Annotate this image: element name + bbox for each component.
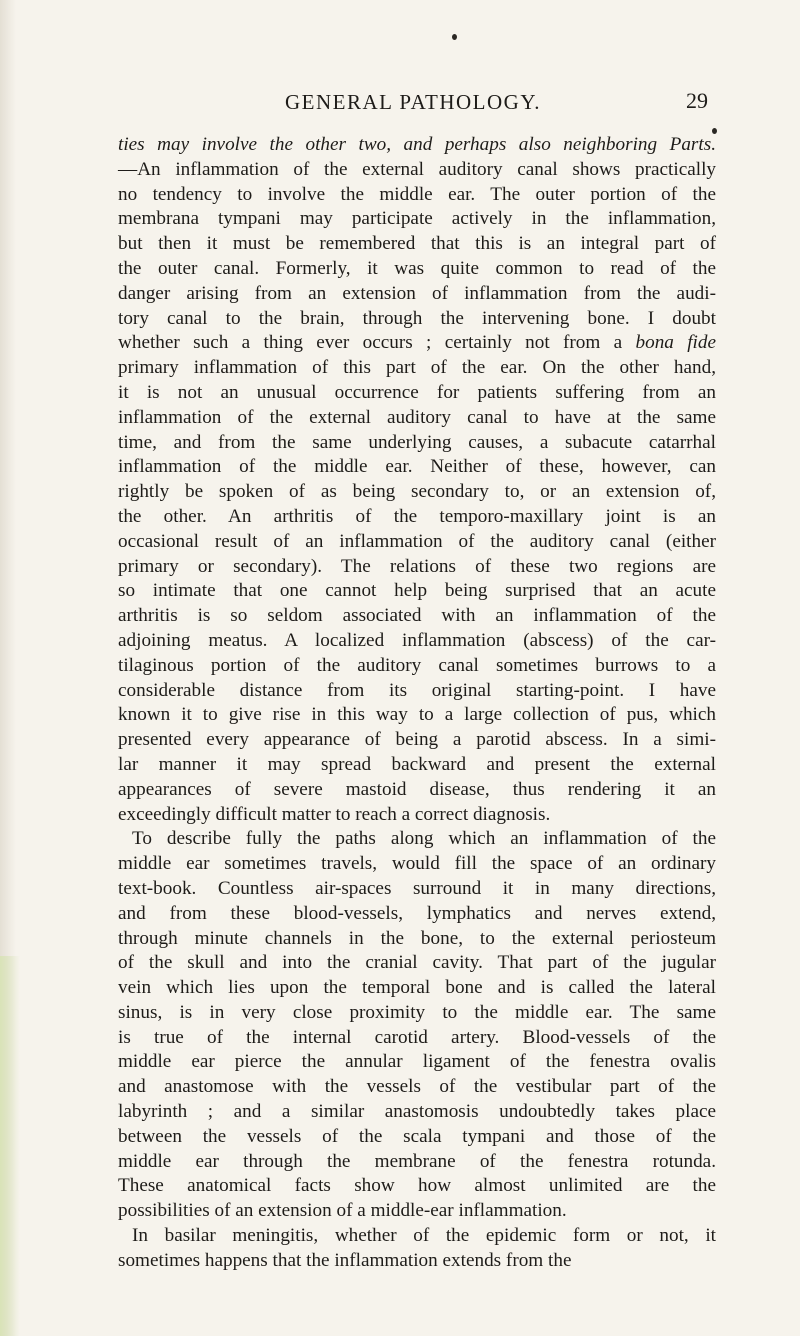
text-line: primary or secondary). The relations of these two regions are <box>118 555 716 577</box>
text-line: ties may involve the other two, and perhaps also neighboring Parts. <box>118 134 716 155</box>
text-line: occasional result of an inflammation of the auditory canal (either <box>118 530 716 552</box>
text-line: known it to give rise in this way to a large collection of pus, which <box>118 704 716 726</box>
text-line: no tendency to involve the middle ear. The outer portion of the <box>118 183 716 205</box>
text-line: These anatomical facts show how almost unlimited are the <box>118 1175 716 1197</box>
text-line: primary inflammation of this part of the ear. On the other hand, <box>118 357 716 379</box>
text-line: text-book. Countless air-spaces surround it in many directions, <box>118 877 716 899</box>
text-line: is true of the internal carotid artery. Blood-vessels of the <box>118 1026 716 1048</box>
text-line: but then it must be remembered that this is an integral part of <box>118 233 716 255</box>
text-line: labyrinth ; and a similar anastomosis undoubtedly takes place <box>118 1101 716 1123</box>
text-line: sometimes happens that the inflammation extends from the <box>118 1249 572 1271</box>
text-line: tory canal to the brain, through the intervening bone. I doubt <box>118 307 716 329</box>
text-line: inflammation of the middle ear. Neither of these, however, can <box>118 456 716 478</box>
text-line: danger arising from an extension of inflammation from the audi- <box>118 282 716 304</box>
page-edge-stain <box>0 956 20 1336</box>
text-line: In basilar meningitis, whether of the epidemic form or not, it <box>132 1225 716 1247</box>
text-line: middle ear sometimes travels, would fill the space of an ordinary <box>118 853 716 875</box>
text-line: membrana tympani may participate actively in the inflammation, <box>118 208 716 230</box>
text-line: presented every appearance of being a parotid abscess. In a simi- <box>118 729 716 751</box>
text-line: middle ear through the membrane of the fenestra rotunda. <box>118 1150 716 1172</box>
text-line: —An inflammation of the external auditory canal shows practically <box>118 158 716 180</box>
text-line: exceedingly difficult matter to reach a correct diagnosis. <box>118 803 551 825</box>
text-line <box>118 331 716 356</box>
text-line: the other. An arthritis of the temporo-maxillary joint is an <box>118 505 716 527</box>
text-line: arthritis is so seldom associated with an inflammation of the <box>118 605 716 627</box>
ink-speck <box>452 34 457 40</box>
text-line: it is not an unusual occurrence for patients suffering from an <box>118 381 716 403</box>
emphasis-text: bona fide <box>635 332 716 354</box>
text-line: so intimate that one cannot help being surprised that an acute <box>118 580 716 602</box>
page-number: 29 <box>686 88 708 113</box>
text-line: through minute channels in the bone, to the external periosteum <box>118 927 716 949</box>
text-line: inflammation of the external auditory canal to have at the same <box>118 406 716 428</box>
text-line: sinus, is in very close proximity to the middle ear. The same <box>118 1001 716 1023</box>
text-line: middle ear pierce the annular ligament of the fenestra ovalis <box>118 1051 716 1073</box>
text-line: appearances of severe mastoid disease, thus rendering it an <box>118 778 716 800</box>
text-line: vein which lies upon the temporal bone and is called the lateral <box>118 977 716 999</box>
text-line: the outer canal. Formerly, it was quite common to read of the <box>118 257 716 279</box>
text-line: time, and from the same underlying causes, a subacute catarrhal <box>118 431 716 453</box>
text-line: considerable distance from its original starting-point. I have <box>118 679 716 701</box>
page-header <box>118 90 708 120</box>
text-line: of the skull and into the cranial cavity. That part of the jugular <box>118 952 716 974</box>
text-line: tilaginous portion of the auditory canal sometimes burrows to a <box>118 654 716 676</box>
text-line: lar manner it may spread backward and present the external <box>118 753 716 775</box>
text-line: between the vessels of the scala tympani and those of the <box>118 1125 716 1147</box>
text-line: adjoining meatus. A localized inflammation (abscess) of the car- <box>118 629 716 651</box>
text-line: To describe fully the paths along which an inflammation of the <box>132 828 716 850</box>
body-text <box>118 133 716 1274</box>
text-line: rightly be spoken of as being secondary to, or an extension of, <box>118 481 716 503</box>
text-line: and from these blood-vessels, lymphatics and nerves extend, <box>118 902 716 924</box>
text-line: possibilities of an extension of a middle-ear inflammation. <box>118 1200 567 1222</box>
text-line: and anastomose with the vessels of the vestibular part of the <box>118 1076 716 1098</box>
running-head: GENERAL PATHOLOGY. <box>284 90 542 114</box>
text-fragment: whether such a thing ever occurs ; certainly not from a <box>118 332 623 354</box>
